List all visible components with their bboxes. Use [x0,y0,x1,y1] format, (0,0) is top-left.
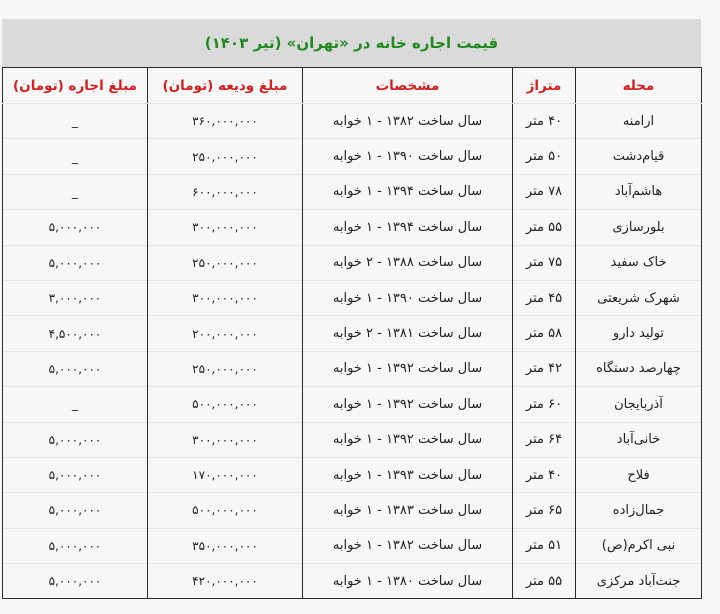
header-row [3,68,702,104]
cell-spec: سال ساخت ۱۳۸۱ - ۲ خوابه [303,316,513,351]
header-area: محله [576,68,702,104]
cell-rent: ۴,۵۰۰,۰۰۰ [3,316,148,351]
cell-area: چهارصد دستگاه [576,351,702,386]
cell-size: ۵۸ متر [513,316,576,351]
cell-deposit: ۴۲۰,۰۰۰,۰۰۰ [148,564,303,599]
cell-deposit: ۲۵۰,۰۰۰,۰۰۰ [148,139,303,174]
cell-deposit: ۵۰۰,۰۰۰,۰۰۰ [148,387,303,422]
cell-spec: سال ساخت ۱۳۸۸ - ۲ خوابه [303,245,513,280]
table-row [3,457,702,492]
cell-area: بلورسازی [576,210,702,245]
cell-rent: _ [3,104,148,139]
cell-area: خاک سفید [576,245,702,280]
cell-deposit: ۲۰۰,۰۰۰,۰۰۰ [148,316,303,351]
cell-rent: ۵,۰۰۰,۰۰۰ [3,564,148,599]
cell-spec: سال ساخت ۱۳۹۰ - ۱ خوابه [303,139,513,174]
header-rent: مبلغ اجاره (تومان) [3,68,148,104]
table-title: قیمت اجاره خانه در «تهران» (تیر ۱۴۰۳) [204,34,499,52]
table-row [3,210,702,245]
cell-size: ۴۵ متر [513,280,576,315]
cell-size: ۵۱ متر [513,528,576,563]
table-row [3,387,702,422]
cell-area: ارامنه [576,104,702,139]
cell-deposit: ۳۰۰,۰۰۰,۰۰۰ [148,210,303,245]
table-body [3,104,702,599]
cell-deposit: ۳۶۰,۰۰۰,۰۰۰ [148,104,303,139]
rent-price-table-container [2,19,701,599]
cell-area: قیام‌دشت [576,139,702,174]
cell-area: فلاح [576,457,702,492]
table-row [3,351,702,386]
cell-area: شهرک شریعتی [576,280,702,315]
cell-size: ۵۵ متر [513,564,576,599]
cell-area: هاشم‌آباد [576,174,702,209]
cell-size: ۵۰ متر [513,139,576,174]
cell-area: خانی‌آباد [576,422,702,457]
cell-size: ۷۸ متر [513,174,576,209]
cell-deposit: ۲۵۰,۰۰۰,۰۰۰ [148,351,303,386]
cell-spec: سال ساخت ۱۳۸۲ - ۱ خوابه [303,528,513,563]
cell-spec: سال ساخت ۱۳۹۳ - ۱ خوابه [303,457,513,492]
cell-rent: ۵,۰۰۰,۰۰۰ [3,457,148,492]
cell-rent: ۵,۰۰۰,۰۰۰ [3,351,148,386]
header-deposit: مبلغ ودیعه (تومان) [148,68,303,104]
cell-size: ۶۵ متر [513,493,576,528]
cell-size: ۴۰ متر [513,104,576,139]
cell-spec: سال ساخت ۱۳۹۰ - ۱ خوابه [303,280,513,315]
cell-size: ۵۵ متر [513,210,576,245]
table-row [3,493,702,528]
cell-rent: _ [3,139,148,174]
cell-spec: سال ساخت ۱۳۹۲ - ۱ خوابه [303,422,513,457]
header-spec: مشخصات [303,68,513,104]
cell-spec: سال ساخت ۱۳۹۴ - ۱ خوابه [303,210,513,245]
cell-rent: _ [3,174,148,209]
cell-area: آذربایجان [576,387,702,422]
cell-spec: سال ساخت ۱۳۸۰ - ۱ خوابه [303,564,513,599]
cell-size: ۶۰ متر [513,387,576,422]
cell-rent: ۵,۰۰۰,۰۰۰ [3,528,148,563]
table-row [3,174,702,209]
cell-area: جمال‌زاده [576,493,702,528]
cell-area: تولید دارو [576,316,702,351]
cell-deposit: ۳۰۰,۰۰۰,۰۰۰ [148,422,303,457]
cell-spec: سال ساخت ۱۳۸۳ - ۱ خوابه [303,493,513,528]
table-row [3,104,702,139]
cell-deposit: ۳۵۰,۰۰۰,۰۰۰ [148,528,303,563]
cell-rent: ۵,۰۰۰,۰۰۰ [3,210,148,245]
table-row [3,316,702,351]
cell-spec: سال ساخت ۱۳۹۲ - ۱ خوابه [303,351,513,386]
title-band [2,19,701,67]
cell-rent: ۳,۰۰۰,۰۰۰ [3,280,148,315]
cell-rent: _ [3,387,148,422]
cell-deposit: ۶۰۰,۰۰۰,۰۰۰ [148,174,303,209]
cell-spec: سال ساخت ۱۳۹۲ - ۱ خوابه [303,387,513,422]
cell-deposit: ۲۵۰,۰۰۰,۰۰۰ [148,245,303,280]
table-row [3,564,702,599]
cell-deposit: ۱۷۰,۰۰۰,۰۰۰ [148,457,303,492]
cell-deposit: ۳۰۰,۰۰۰,۰۰۰ [148,280,303,315]
cell-size: ۴۲ متر [513,351,576,386]
cell-rent: ۵,۰۰۰,۰۰۰ [3,245,148,280]
table-row [3,139,702,174]
table-row [3,422,702,457]
cell-area: نبی اکرم(ص) [576,528,702,563]
table-row [3,528,702,563]
cell-size: ۴۰ متر [513,457,576,492]
cell-area: جنت‌آباد مرکزی [576,564,702,599]
table-row [3,245,702,280]
cell-size: ۶۴ متر [513,422,576,457]
cell-spec: سال ساخت ۱۳۸۲ - ۱ خوابه [303,104,513,139]
cell-size: ۷۵ متر [513,245,576,280]
header-size: متراژ [513,68,576,104]
cell-spec: سال ساخت ۱۳۹۴ - ۱ خوابه [303,174,513,209]
cell-rent: ۵,۰۰۰,۰۰۰ [3,422,148,457]
cell-rent: ۵,۰۰۰,۰۰۰ [3,493,148,528]
rent-price-table [2,67,702,599]
cell-deposit: ۵۰۰,۰۰۰,۰۰۰ [148,493,303,528]
table-row [3,280,702,315]
